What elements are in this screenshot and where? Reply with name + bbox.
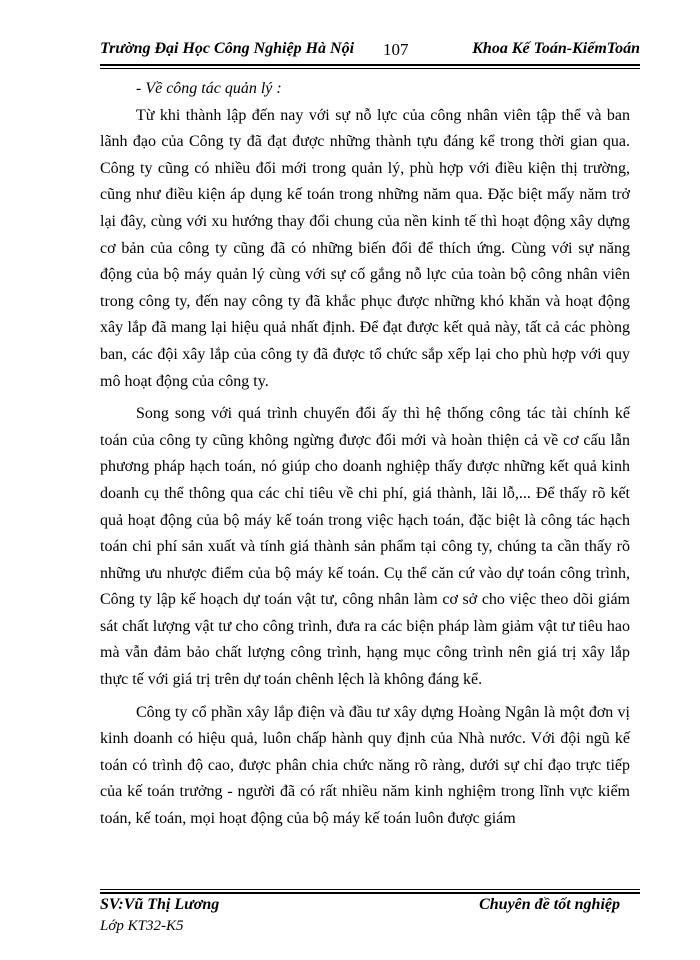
class-name: Lớp KT32-K5 [100,918,184,934]
student-name: SV:Vũ Thị Lương [100,896,220,913]
paragraph-2: Song song với quá trình chuyển đổi ấy thì hệ thống công tác tài chính kế toán của công ty cũng không ngừng được đổi mới và hoàn thiện cả về cơ cấu lẫn phương pháp hạch toán, nó giúp cho doanh nghiệp thấy được những kết quả kinh doanh cụ thể thông qua các chỉ tiêu về chi phí, giá thành, lãi lỗ,... Để thấy rõ kết quả hoạt động của bộ máy kế toán trong việc hạch toán, đặc biệt là công tác hạch toán chi phí sản xuất và tính giá thành sản phẩm tại công ty, chúng ta cần thấy rõ những ưu nhược điểm của bộ máy kế toán. Cụ thể căn cứ vào dự toán công trình, Công ty lập kế hoạch dự toán vật tư, công nhân làm cơ sở cho việc theo dõi giám sát chất lượng vật tư cho công trình, đưa ra các biện pháp làm giảm vật tư tiêu hao mà vẫn đảm bảo chất lượng công trình, hạng mục công trình nên giá trị xây lắp thực tế với giá trị trên dự toán chênh lệch là không đáng kể. [100,405,630,689]
footer-rule-thin [100,889,640,890]
page-header [100,36,640,62]
paragraph-1: Từ khi thành lập đến nay với sự nỗ lực của công nhân viên tập thể và ban lãnh đạo của Công ty đã đạt được những thành tựu đáng kể trong thời gian qua. Công ty cũng có nhiều đổi mới trong quản lý, phù hợp với điều kiện thị trường, cũng như điều kiện áp dụng kế toán trong những năm qua. Đặc biệt mấy năm trở lại đây, cùng với xu hướng thay đổi chung của nền kinh tế thì hoạt động xây dựng cơ bản của công ty cũng đã có những biến đổi để thích ứng. Cùng với sự năng động của bộ máy quản lý cùng với sự cố gắng nỗ lực của toàn bộ công nhân viên trong công ty, đến nay công ty đã khắc phục được những khó khăn và hoạt động xây lắp đã mang lại hiệu quả nhất định. Để đạt được kết quả này, tất cả các phòng ban, các đội xây lắp của công ty đã được tổ chức sắp xếp lại cho phù hợp với quy mô hoạt động của công ty. [100,106,630,390]
header-rule-thin [100,68,640,69]
faculty-name: Khoa Kế Toán-KiểmToán [472,40,640,57]
footer-rule [100,892,640,894]
paragraph-3: Công ty cổ phần xây lắp điện và đầu tư xây dựng Hoàng Ngân là một đơn vị kinh doanh có hiệu quả, luôn chấp hành quy định của Nhà nước. Với đội ngũ kế toán có trình độ cao, được phân chia chức năng rõ ràng, dưới sự chỉ đạo trực tiếp của kế toán trưởng - người đã có rất nhiều năm kinh nghiệm trong lĩnh vực kiểm toán, kế toán, mọi hoạt động của bộ máy kế toán luôn được giám [100,703,630,828]
school-name: Trường Đại Học Công Nghiệp Hà Nội [100,40,355,57]
body-text [100,76,630,839]
header-rule [100,64,640,66]
section-label: - Về công tác quản lý : [136,80,282,97]
page-number: 107 [383,40,409,59]
thesis-label: Chuyên đề tốt nghiệp [479,896,620,913]
